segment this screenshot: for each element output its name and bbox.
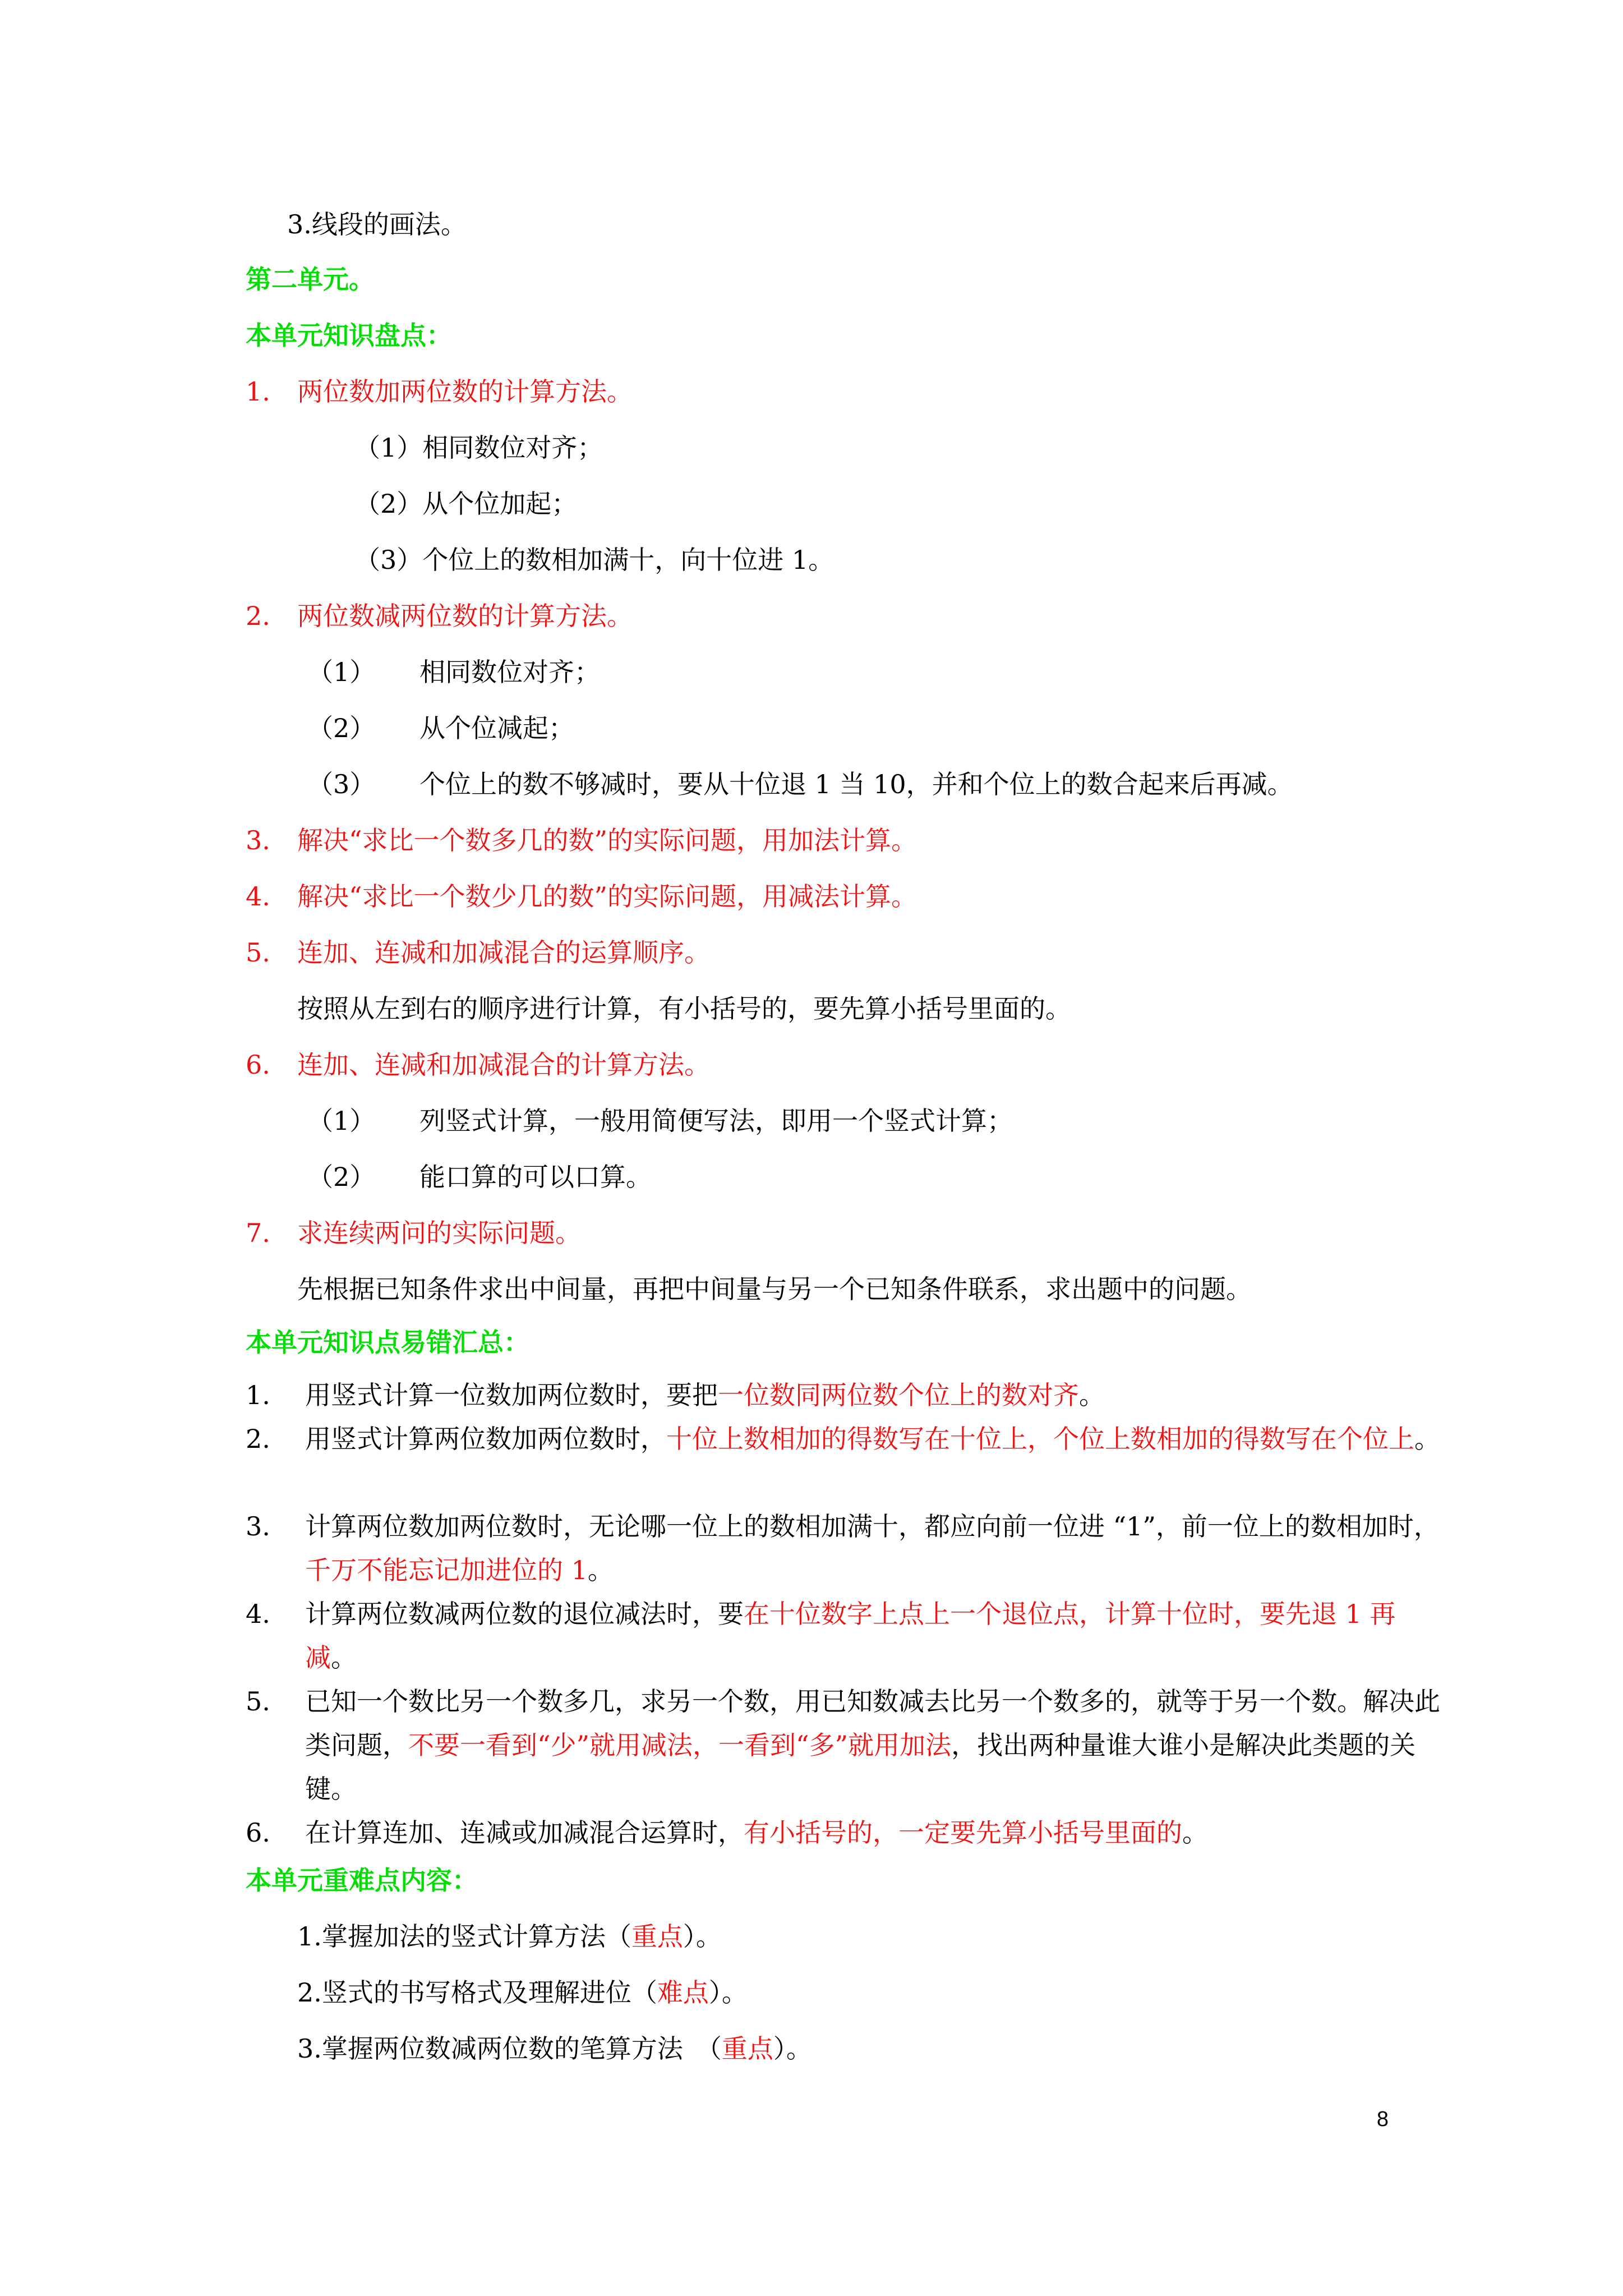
key-point-2: 2.竖式的书写格式及理解进位（难点）。: [297, 1977, 748, 2008]
mistake-1-number: 1.: [246, 1380, 270, 1410]
section-6-title: 6. 连加、连减和加减混合的计算方法。: [246, 1050, 710, 1080]
section-2-step-3: （3） 个位上的数不够减时，要从十位退 1 当 10，并和个位上的数合起来后再减。: [307, 769, 1293, 799]
section-5-title: 5. 连加、连减和加减混合的运算顺序。: [246, 937, 710, 968]
section-1-step-3: （3）个位上的数相加满十，向十位进 1。: [354, 545, 834, 575]
section-7-note: 先根据已知条件求出中间量，再把中间量与另一个已知条件联系，求出题中的问题。: [297, 1274, 1252, 1304]
unit-title: 第二单元。: [246, 264, 375, 295]
mistake-5-number: 5.: [246, 1686, 270, 1717]
mistake-6-number: 6.: [246, 1818, 270, 1848]
mistake-4-text: 计算两位数减两位数的退位减法时，要在十位数字上点上一个退位点，计算十位时，要先退 1 再减。: [305, 1599, 1396, 1673]
key-point-1: 1.掌握加法的竖式计算方法（重点）。: [297, 1921, 722, 1952]
mistake-6-text: 在计算连加、连减或加减混合运算时，有小括号的，一定要先算小括号里面的。: [305, 1818, 1208, 1848]
mistake-2-number: 2.: [246, 1424, 270, 1454]
section-3-title: 3. 解决“求比一个数多几的数”的实际问题，用加法计算。: [246, 825, 917, 855]
mistakes-heading: 本单元知识点易错汇总：: [246, 1327, 529, 1358]
mistake-2-text: 用竖式计算两位数加两位数时，十位上数相加的得数写在十位上，个位上数相加的得数写在个位上。: [305, 1424, 1440, 1454]
mistake-4-number: 4.: [246, 1599, 270, 1629]
page-number: 8: [1376, 2108, 1389, 2131]
section-2-step-1: （1） 相同数位对齐；: [307, 657, 600, 687]
mistake-3-number: 3.: [246, 1511, 270, 1542]
previous-unit-item: 3.线段的画法。: [287, 209, 467, 240]
knowledge-heading: 本单元知识盘点：: [246, 320, 452, 351]
mistake-1-text: 用竖式计算一位数加两位数时，要把一位数同两位数个位上的数对齐。: [305, 1380, 1105, 1410]
section-1-step-1: （1）相同数位对齐；: [354, 432, 603, 463]
section-6-step-1: （1） 列竖式计算，一般用简便写法，即用一个竖式计算；: [307, 1106, 1013, 1136]
section-5-note: 按照从左到右的顺序进行计算，有小括号的，要先算小括号里面的。: [297, 993, 1071, 1024]
section-4-title: 4. 解决“求比一个数少几的数”的实际问题，用减法计算。: [246, 881, 917, 912]
section-1-title: 1. 两位数加两位数的计算方法。: [246, 376, 633, 407]
section-7-title: 7. 求连续两问的实际问题。: [246, 1218, 581, 1248]
section-6-step-2: （2） 能口算的可以口算。: [307, 1162, 652, 1192]
section-2-title: 2. 两位数减两位数的计算方法。: [246, 601, 633, 631]
key-points-heading: 本单元重难点内容：: [246, 1865, 478, 1895]
mistake-3-text: 计算两位数加两位数时，无论哪一位上的数相加满十，都应向前一位进 “1”，前一位上的数相加时，千万不能忘记加进位的 1。: [305, 1511, 1440, 1585]
key-point-3: 3.掌握两位数减两位数的笔算方法 （重点）。: [297, 2033, 812, 2064]
mistake-5-text: 已知一个数比另一个数多几，求另一个数，用已知数减去比另一个数多的，就等于另一个数。解决此类问题，不要一看到“少”就用减法，一看到“多”就用加法，找出两种量谁大谁小是解决此类题的关键。: [305, 1686, 1440, 1804]
section-2-step-2: （2） 从个位减起；: [307, 713, 574, 743]
section-1-step-2: （2）从个位加起；: [354, 489, 578, 519]
